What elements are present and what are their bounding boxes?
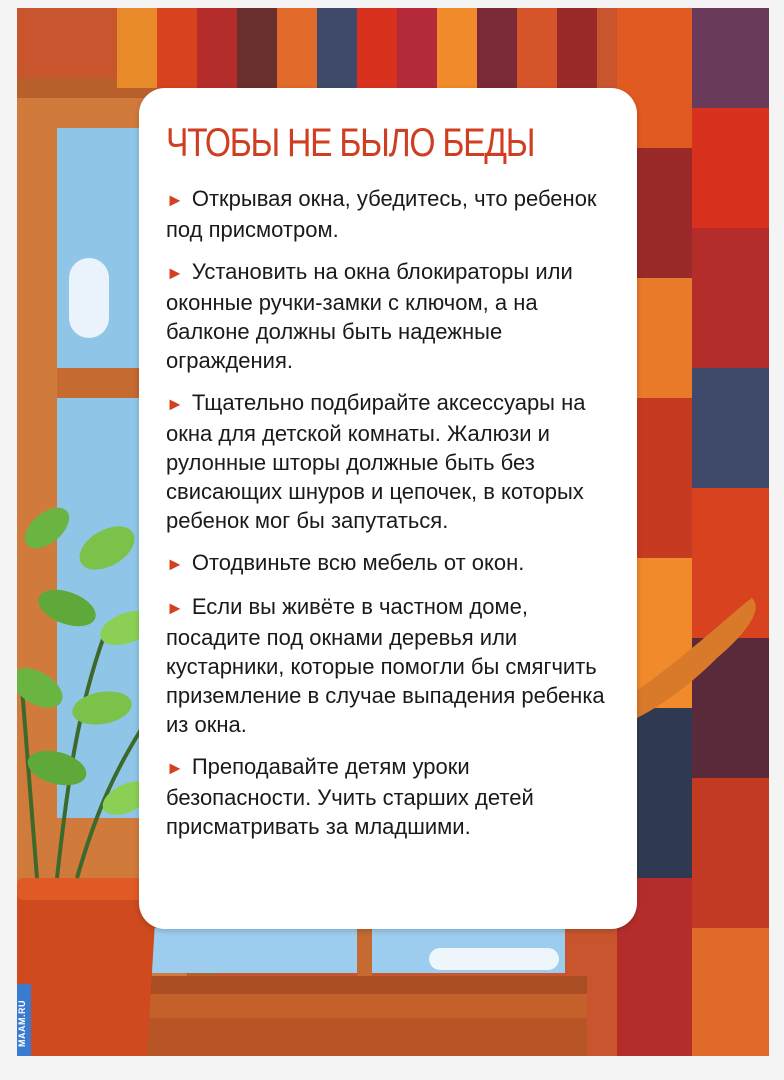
poster xyxy=(17,8,769,1056)
site-watermark: MAAM.RU xyxy=(17,984,31,1056)
triangle-right-icon: ► xyxy=(166,394,184,414)
tip-item xyxy=(166,548,615,579)
tip-item xyxy=(166,257,615,375)
tip-text: Отодвиньте всю мебель от окон. xyxy=(191,550,525,575)
triangle-right-icon: ► xyxy=(166,263,184,283)
triangle-right-icon: ► xyxy=(166,190,184,210)
tip-text: Тщательно подбирайте аксессуары на окна для детской комнаты. Жалюзи и рулонные шторы должные быть без свисающих шнуров и цепочек, в которых ребенок мог бы запутаться. xyxy=(166,390,586,533)
tip-item xyxy=(166,388,615,535)
tips-list xyxy=(166,184,615,841)
tip-item xyxy=(166,752,615,841)
safety-tips-card xyxy=(139,88,637,929)
triangle-right-icon: ► xyxy=(166,598,184,618)
tip-text: Открывая окна, убедитесь, что ребенок под присмотром. xyxy=(166,186,597,242)
triangle-right-icon: ► xyxy=(166,554,184,574)
tip-item xyxy=(166,184,615,244)
tip-item xyxy=(166,592,615,739)
triangle-right-icon: ► xyxy=(166,758,184,778)
card-title: ЧТОБЫ НЕ БЫЛО БЕДЫ xyxy=(166,121,535,165)
tip-text: Если вы живёте в частном доме, посадите под окнами деревья или кустарники, которые помогли бы смягчить приземление в случае выпадения ребенка из окна. xyxy=(166,594,605,737)
tip-text: Установить на окна блокираторы или оконные ручки-замки с ключом, а на балконе должны быть надежные ограждения. xyxy=(166,259,573,373)
tip-text: Преподавайте детям уроки безопасности. Учить старших детей присматривать за младшими. xyxy=(166,754,534,839)
